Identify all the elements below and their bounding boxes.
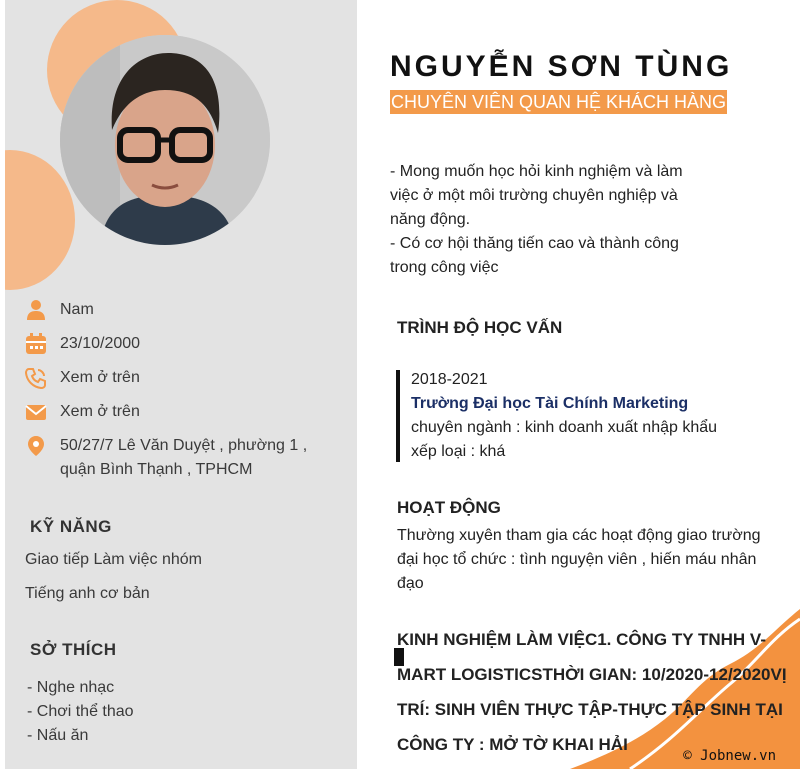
- avatar: [60, 35, 270, 245]
- dob-row: [25, 332, 140, 356]
- job-title: CHUYÊN VIÊN QUAN HỆ KHÁCH HÀNG: [391, 92, 727, 112]
- objective-line: - Có cơ hội thăng tiến cao và thành công trong công việc: [390, 235, 679, 276]
- education-major: chuyên ngành : kinh doanh xuất nhập khẩu: [411, 419, 718, 436]
- phone-icon: [25, 367, 47, 389]
- dob-text: 23/10/2000: [60, 335, 141, 352]
- address-line1: 50/27/7 Lê Văn Duyệt , phường 1 ,: [60, 437, 308, 454]
- mail-icon: [25, 401, 47, 423]
- activities-text: Thường xuyên tham gia các hoạt động giao trường đại học tổ chức : tình nguyện viên , hiến máu nhân đạo: [397, 527, 761, 592]
- email-text: Xem ở trên: [60, 403, 140, 420]
- address-row: [25, 434, 307, 482]
- watermark: © Jobnew.vn: [683, 748, 776, 764]
- hobby-item: - Nghe nhạc: [27, 679, 115, 696]
- email-row: [25, 400, 140, 424]
- gender-text: Nam: [60, 301, 94, 318]
- activities-heading: HOẠT ĐỘNG: [397, 498, 501, 517]
- hobby-item: - Nấu ăn: [27, 727, 89, 744]
- skill-item: Giao tiếp Làm việc nhóm: [25, 551, 202, 568]
- experience-text: KINH NGHIỆM LÀM VIỆC1. CÔNG TY TNHH V-MART LOGISTICSTHỜI GIAN: 10/2020-12/2020VỊ TRÍ: SINH VIÊN THỰC TẬP-THỰC TẬP SINH TẠI CÔNG TY : MỞ TỜ KHAI HẢI: [397, 630, 787, 754]
- objective-line: - Mong muốn học hỏi kinh nghiệm và làm việc ở một môi trường chuyên nghiệp và năng động.: [390, 163, 683, 228]
- phone-row: [25, 366, 140, 390]
- career-objective: [390, 160, 700, 280]
- skill-item: Tiếng anh cơ bản: [25, 585, 150, 602]
- education-grade: xếp loại : khá: [411, 443, 506, 460]
- address-text: [60, 434, 307, 482]
- gender-row: [25, 298, 94, 322]
- address-line2: quận Bình Thạnh , TPHCM: [60, 461, 253, 478]
- candidate-name: NGUYỄN SƠN TÙNG: [390, 50, 733, 83]
- school-name: Trường Đại học Tài Chính Marketing: [411, 395, 689, 412]
- skills-heading: KỸ NĂNG: [30, 517, 112, 536]
- phone-text: Xem ở trên: [60, 369, 140, 386]
- education-heading: TRÌNH ĐỘ HỌC VẤN: [397, 318, 563, 337]
- hobby-item: - Chơi thể thao: [27, 703, 134, 720]
- timeline-bar: [396, 370, 400, 462]
- education-years: 2018-2021: [411, 371, 488, 388]
- sidebar: [5, 0, 357, 769]
- hobbies-heading: SỞ THÍCH: [30, 640, 117, 659]
- location-pin-icon: [25, 435, 47, 457]
- person-icon: [25, 299, 47, 321]
- education-entry: [411, 368, 717, 464]
- calendar-icon: [25, 333, 47, 355]
